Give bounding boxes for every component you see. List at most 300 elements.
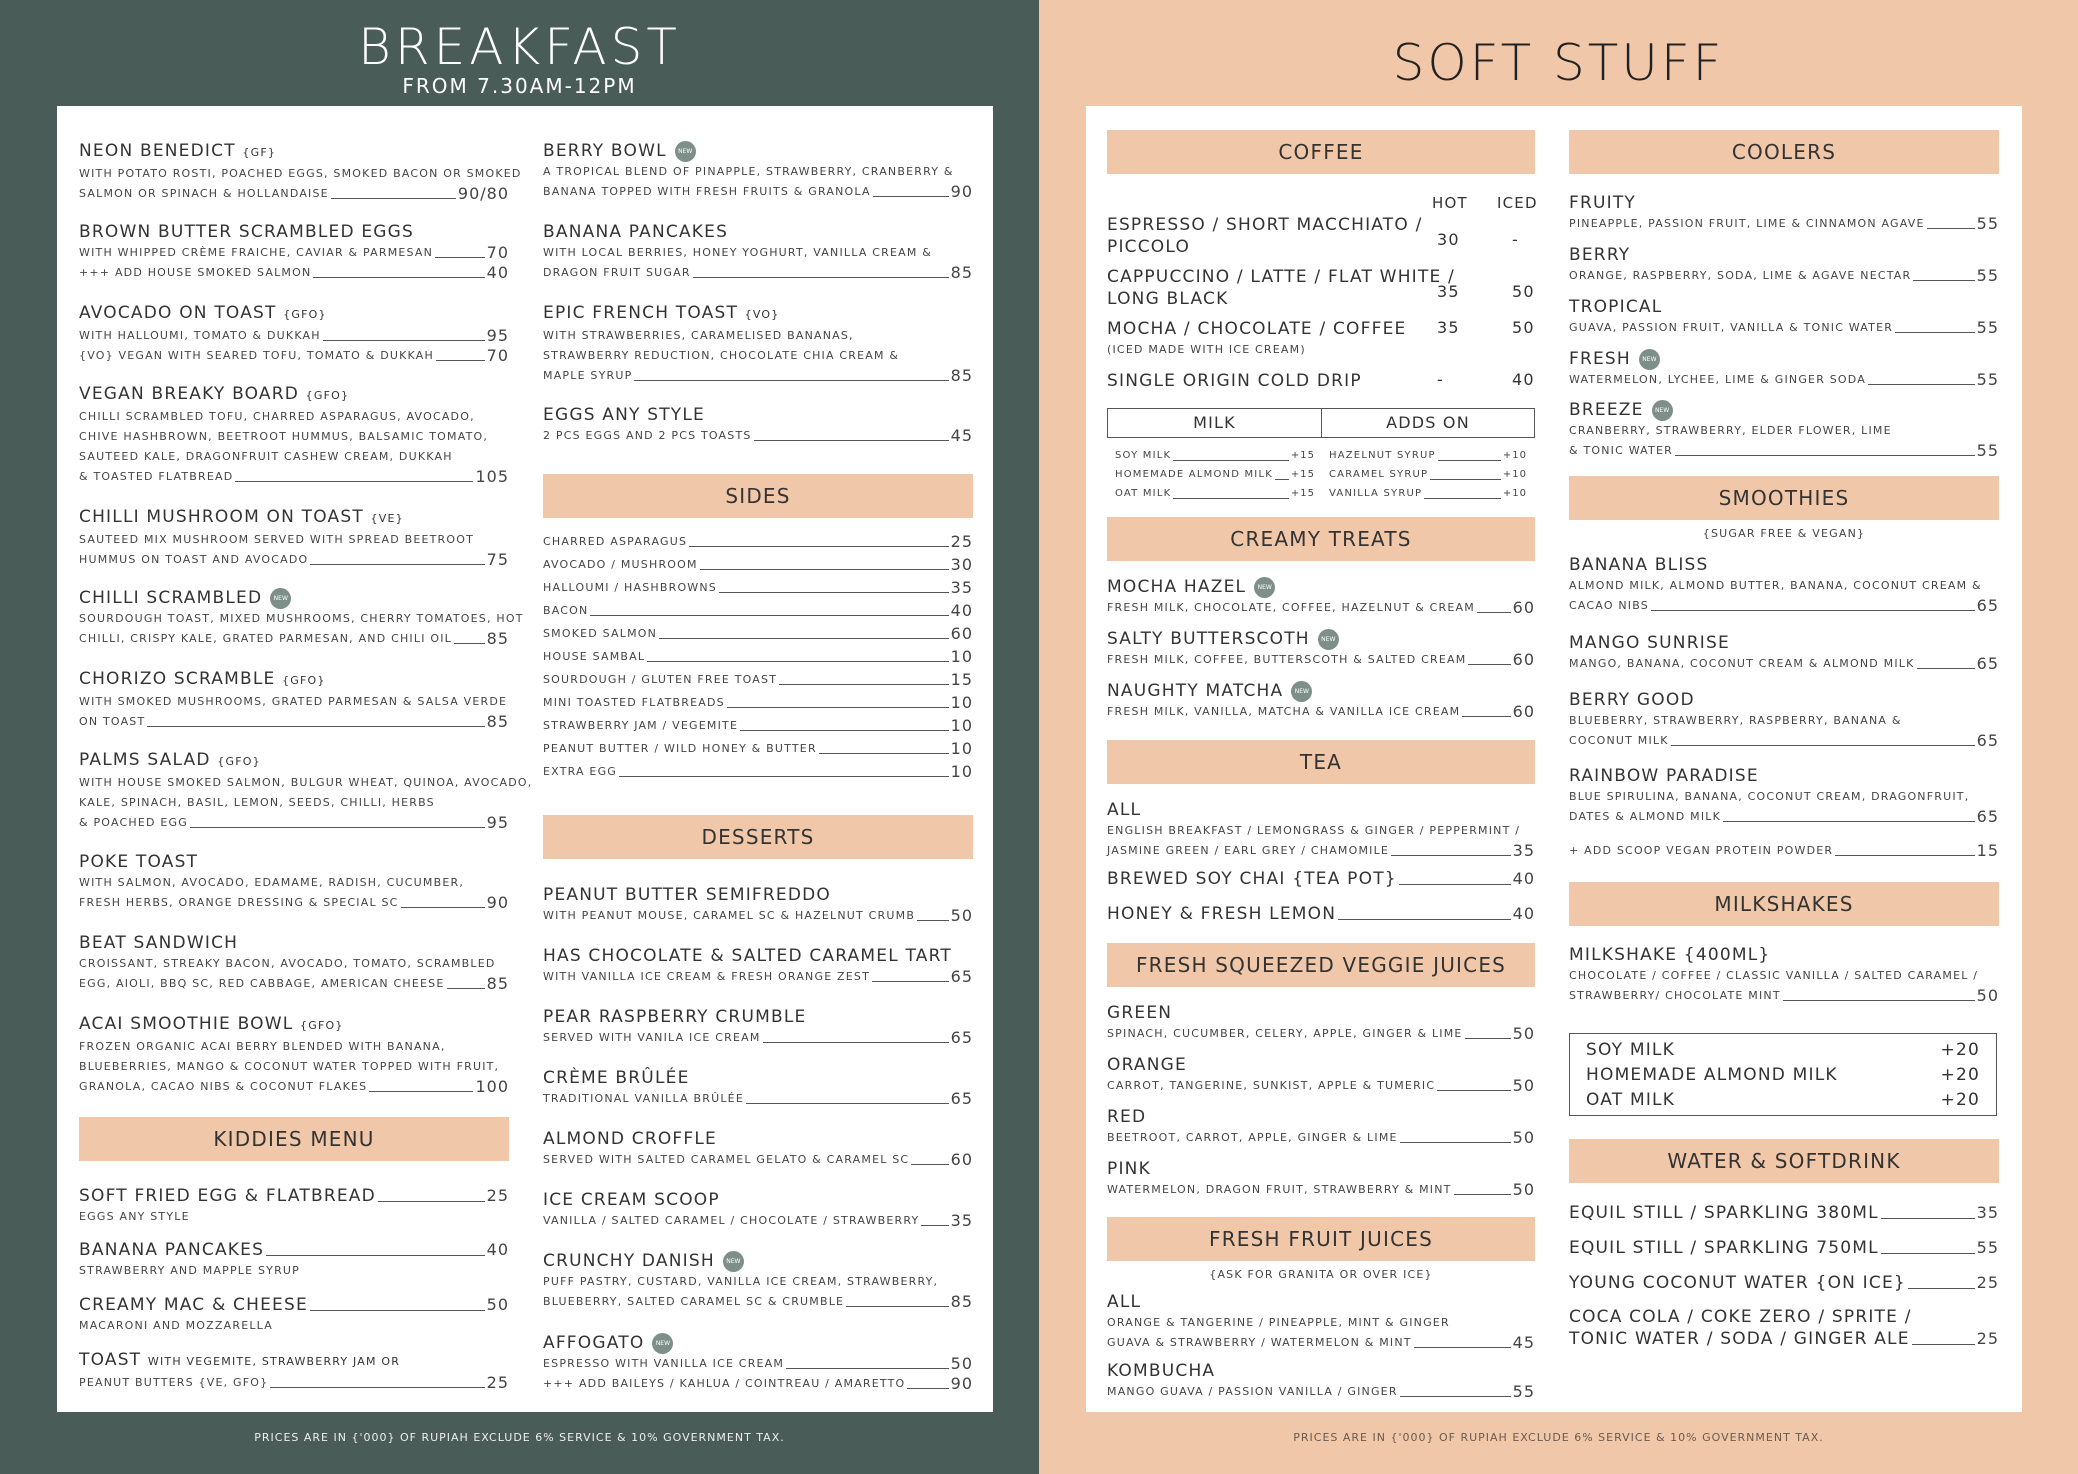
- price: 90: [950, 182, 973, 201]
- price: 85: [486, 974, 509, 993]
- price: 65: [950, 1028, 973, 1047]
- item-price-line: [79, 263, 509, 283]
- item-text: WITH PEANUT MOUSE, CARAMEL SC & HAZELNUT CRUMB: [543, 909, 916, 922]
- item-text: WITH WHIPPED CRÈME FRAICHE, CAVIAR & PARMESAN: [79, 246, 434, 259]
- new-badge-icon: NEW: [675, 141, 696, 162]
- price: 70: [486, 243, 509, 262]
- price: 35: [950, 1211, 973, 1230]
- price: 90: [486, 893, 509, 912]
- item-name: ORANGE: [1107, 1055, 1187, 1075]
- leader-line: [1868, 384, 1975, 385]
- item-title: PEANUT BUTTER SEMIFREDDO: [543, 885, 832, 905]
- item-name: ESPRESSO / SHORT MACCHIATO /: [1107, 215, 1423, 235]
- item-text: WATERMELON, LYCHEE, LIME & GINGER SODA: [1569, 373, 1866, 386]
- new-badge-icon: NEW: [1254, 577, 1275, 598]
- price: 85: [486, 629, 509, 648]
- new-badge-icon: NEW: [270, 588, 291, 609]
- milkshake-milk-box: [1569, 1033, 1997, 1116]
- price: 25: [486, 1186, 509, 1205]
- item-price-line: [543, 366, 973, 386]
- menu-item: [79, 1013, 509, 1097]
- item-text: FRESH MILK, CHOCOLATE, COFFEE, HAZELNUT & CREAM: [1107, 601, 1475, 614]
- item-price-line: [1107, 1076, 1535, 1096]
- item-description: SAUTEED MIX MUSHROOM SERVED WITH SPREAD BEETROOT: [79, 533, 475, 546]
- new-badge-icon: NEW: [723, 1251, 744, 1272]
- milk-price: +20: [1940, 1090, 1980, 1110]
- smoothie-item: [1569, 765, 1999, 827]
- tea-item: [1107, 903, 1535, 925]
- leader-line: [1913, 280, 1974, 281]
- item-name: [79, 587, 509, 609]
- iced-price: 50: [1512, 282, 1535, 301]
- soft-column-1: [1107, 106, 1538, 1412]
- breakfast-hours: FROM 7.30AM-12PM: [402, 74, 637, 98]
- item-price-line: [1569, 731, 1999, 751]
- item-name: BERRY GOOD: [1569, 690, 1695, 710]
- juice-item: [1107, 1002, 1535, 1044]
- leader-line: [1783, 1000, 1975, 1001]
- sides-header: SIDES: [543, 474, 973, 518]
- item-name: [543, 1006, 973, 1028]
- item-description: [79, 243, 509, 263]
- price: 65: [1976, 654, 1999, 673]
- cooler-item: [1569, 399, 1999, 461]
- breakfast-title: BREAKFAST: [358, 18, 681, 76]
- menu-item: [543, 140, 973, 202]
- item-name: ALL: [1107, 800, 1142, 820]
- leader-line: [323, 340, 485, 341]
- item-name: [79, 302, 509, 326]
- dessert-item: [543, 1128, 973, 1170]
- item-text: STRAWBERRY/ CHOCOLATE MINT: [1569, 989, 1781, 1002]
- item-name: [79, 506, 509, 530]
- item-title: PALMS SALAD: [79, 750, 211, 770]
- water-item: [1569, 1237, 1999, 1259]
- menu-item: [543, 302, 973, 386]
- item-price-line: [543, 1028, 973, 1048]
- leader-line: [147, 726, 484, 727]
- dessert-item: [543, 1067, 973, 1109]
- price: 35: [1512, 841, 1535, 860]
- item-description: BLUE SPIRULINA, BANANA, COCONUT CREAM, DRAGONFRUIT,: [1569, 790, 1970, 803]
- price: 65: [950, 967, 973, 986]
- price: 105: [475, 467, 509, 486]
- item-text: {VO} VEGAN WITH SEARED TOFU, TOMATO & DUKKAH: [79, 349, 434, 362]
- item-name: COCA COLA / COKE ZERO / SPRITE /: [1569, 1307, 1912, 1327]
- item-name: [543, 404, 973, 426]
- soft-column-2: [1569, 106, 1999, 1412]
- leader-line: [190, 827, 485, 828]
- item-price-line: [543, 426, 973, 446]
- menu-item: [543, 404, 973, 446]
- item-title: PEAR RASPBERRY CRUMBLE: [543, 1007, 807, 1027]
- soft-stuff-card: [1086, 106, 2022, 1412]
- leader-line: [754, 440, 949, 441]
- item-text: VANILLA SYRUP: [1329, 488, 1423, 499]
- diet-tag: {GFO}: [283, 308, 327, 321]
- kids-item: [79, 1239, 509, 1281]
- leader-line: [1391, 855, 1511, 856]
- price: 25: [1976, 1329, 1999, 1348]
- leader-line: [1835, 855, 1974, 856]
- coffee-header: COFFEE: [1107, 130, 1535, 174]
- cooler-item: [1569, 244, 1999, 286]
- item-text: PEANUT BUTTER / WILD HONEY & BUTTER: [543, 742, 817, 755]
- item-description: ALMOND MILK, ALMOND BUTTER, BANANA, COCONUT CREAM &: [1569, 579, 1982, 592]
- leader-line: [763, 1042, 949, 1043]
- diet-tag: {GFO}: [217, 755, 261, 768]
- new-badge-icon: NEW: [1318, 629, 1339, 650]
- item-text: MAPLE SYRUP: [543, 369, 633, 382]
- leader-line: [447, 988, 485, 989]
- leader-line: [310, 564, 484, 565]
- price: 60: [1512, 598, 1535, 617]
- leader-line: [1881, 1218, 1975, 1219]
- milk-header: MILK: [1108, 409, 1322, 437]
- leader-line: [435, 257, 485, 258]
- creamy-item: [1107, 576, 1535, 618]
- item-title: CRÈME BRÛLÉE: [543, 1068, 690, 1088]
- price: 85: [486, 712, 509, 731]
- adds-on-header: ADDS ON: [1386, 413, 1470, 432]
- item-price-line: [543, 182, 973, 202]
- leader-line: [700, 569, 949, 570]
- diet-tag: {GFO}: [300, 1019, 344, 1032]
- item-text: & TONIC WATER: [1569, 444, 1673, 457]
- smoothie-item: [1569, 554, 1999, 616]
- item-title: MOCHA HAZEL: [1107, 577, 1247, 597]
- milkshakes-header: MILKSHAKES: [1569, 882, 1999, 926]
- item-title: BERRY: [1569, 245, 1631, 265]
- item-price-line: [543, 1150, 973, 1170]
- item-price-line: [1107, 1333, 1535, 1353]
- price: 25: [486, 1373, 509, 1392]
- leader-line: [846, 1306, 948, 1307]
- item-title: EGGS ANY STYLE: [543, 405, 705, 425]
- item-text: SOURDOUGH / GLUTEN FREE TOAST: [543, 673, 778, 686]
- item-description: SOURDOUGH TOAST, MIXED MUSHROOMS, CHERRY TOMATOES, HOT: [79, 612, 524, 625]
- leader-line: [1465, 1038, 1511, 1039]
- item-name: [1569, 399, 1999, 421]
- price: 50: [486, 1295, 509, 1314]
- leader-line: [1881, 1253, 1975, 1254]
- new-badge-icon: NEW: [652, 1333, 673, 1354]
- item-text: GUAVA & STRAWBERRY / WATERMELON & MINT: [1107, 1336, 1412, 1349]
- item-price-line: [1569, 214, 1999, 234]
- item-name: [1107, 628, 1535, 650]
- item-text: 2 PCS EGGS AND 2 PCS TOASTS: [543, 429, 752, 442]
- leader-line: [746, 1103, 949, 1104]
- side-item: [543, 624, 973, 644]
- leader-line: [1338, 919, 1510, 920]
- leader-line: [1468, 664, 1510, 665]
- item-description: [79, 326, 509, 346]
- item-price-line: [79, 1373, 509, 1393]
- item-price-line: [1569, 654, 1999, 674]
- price: +15: [1290, 450, 1315, 461]
- item-price-line: [1107, 841, 1535, 861]
- veggie-juices-header: FRESH SQUEEZED VEGGIE JUICES: [1107, 943, 1535, 987]
- coolers-header: COOLERS: [1569, 130, 1999, 174]
- item-text: SOFT FRIED EGG & FLATBREAD: [79, 1186, 376, 1206]
- diet-tag: {VE}: [370, 512, 404, 525]
- item-title: NEON BENEDICT: [79, 141, 236, 161]
- price: 55: [1512, 1382, 1535, 1401]
- leader-line: [727, 707, 949, 708]
- item-name: ALL: [1107, 1292, 1142, 1312]
- price: +15: [1290, 488, 1315, 499]
- item-name: [543, 1067, 973, 1089]
- item-name: [79, 1349, 509, 1373]
- price: 55: [1976, 318, 1999, 337]
- item-name: [79, 383, 509, 407]
- smoothies-note: {SUGAR FREE & VEGAN}: [1702, 527, 1866, 540]
- item-price-line: [543, 1292, 973, 1312]
- item-text: BANANA TOPPED WITH FRESH FRUITS & GRANOLA: [543, 185, 871, 198]
- item-description: WITH POTATO ROSTI, POACHED EGGS, SMOKED BACON OR SMOKED: [79, 167, 522, 180]
- leader-line: [1671, 745, 1975, 746]
- new-badge-icon: NEW: [1639, 349, 1660, 370]
- hot-price: 35: [1437, 282, 1460, 301]
- leader-line: [1917, 668, 1975, 669]
- side-item: [543, 762, 973, 782]
- price: 10: [950, 762, 973, 781]
- price: 95: [486, 326, 509, 345]
- item-text: BEETROOT, CARROT, APPLE, GINGER & LIME: [1107, 1131, 1398, 1144]
- item-text: SMOKED SALMON: [543, 627, 658, 640]
- leader-line: [1275, 479, 1289, 480]
- item-text: HAZELNUT SYRUP: [1329, 450, 1436, 461]
- leader-line: [1430, 479, 1501, 480]
- milk-option: [1115, 484, 1315, 504]
- price: 100: [475, 1077, 509, 1096]
- dessert-item: [543, 884, 973, 926]
- item-price-line: [543, 1089, 973, 1109]
- price: 10: [950, 739, 973, 758]
- item-title: ICE CREAM SCOOP: [543, 1190, 720, 1210]
- item-text: GUAVA, PASSION FRUIT, VANILLA & TONIC WATER: [1569, 321, 1894, 334]
- item-text: BACON: [543, 604, 589, 617]
- item-price-line: [79, 550, 509, 570]
- item-name: MOCHA / CHOCOLATE / COFFEE: [1107, 319, 1407, 339]
- soft-stuff-panel: [1039, 0, 2078, 1474]
- side-item: [543, 555, 973, 575]
- juice-item: [1107, 1360, 1535, 1402]
- item-text: BREWED SOY CHAI {TEA POT}: [1107, 869, 1397, 889]
- menu-item: [79, 587, 524, 649]
- addon-option: [1329, 465, 1527, 485]
- fruit-juices-header: FRESH FRUIT JUICES: [1107, 1217, 1535, 1261]
- side-item: [543, 716, 973, 736]
- dessert-item: [543, 1006, 973, 1048]
- item-name: RAINBOW PARADISE: [1569, 766, 1759, 786]
- price: 45: [1512, 1333, 1535, 1352]
- item-title: FRESH: [1569, 349, 1631, 369]
- hot-price: 35: [1437, 318, 1460, 337]
- leader-line: [1651, 610, 1975, 611]
- leader-line: [1424, 498, 1501, 499]
- item-text: TRADITIONAL VANILLA BRÛLÉE: [543, 1092, 744, 1105]
- menu-item: [79, 140, 522, 204]
- item-title: ALMOND CROFFLE: [543, 1129, 717, 1149]
- leader-line: [590, 615, 948, 616]
- item-note: WITH VEGEMITE, STRAWBERRY JAM OR: [147, 1355, 401, 1368]
- item-title: CHILLI SCRAMBLED: [79, 588, 263, 608]
- milk-option: [1586, 1038, 1980, 1063]
- item-price-line: [1569, 370, 1999, 390]
- juice-item: [1107, 1291, 1535, 1353]
- item-price-line: [1107, 598, 1535, 618]
- price: 65: [1976, 731, 1999, 750]
- item-text: MANGO, BANANA, COCONUT CREAM & ALMOND MILK: [1569, 657, 1915, 670]
- item-description: WITH STRAWBERRIES, CARAMELISED BANANAS,: [543, 329, 854, 342]
- kiddies-menu-header: KIDDIES MENU: [79, 1117, 509, 1161]
- price: 10: [950, 693, 973, 712]
- price: 35: [950, 578, 973, 597]
- dessert-item: [543, 1189, 973, 1231]
- juice-item: [1107, 1106, 1535, 1148]
- item-name: MANGO SUNRISE: [1569, 633, 1730, 653]
- leader-line: [369, 1091, 473, 1092]
- item-text: CARAMEL SYRUP: [1329, 469, 1429, 480]
- tea-item: [1107, 868, 1535, 890]
- item-name: [79, 1013, 509, 1037]
- leader-line: [693, 277, 949, 278]
- item-name: [79, 851, 509, 873]
- leader-line: [1399, 884, 1511, 885]
- leader-line: [270, 1387, 484, 1388]
- leader-line: [313, 277, 484, 278]
- item-text: OAT MILK: [1115, 488, 1172, 499]
- hot-price: 30: [1437, 230, 1460, 249]
- price: 10: [950, 716, 973, 735]
- item-text: SPINACH, CUCUMBER, CELERY, APPLE, GINGER & LIME: [1107, 1027, 1463, 1040]
- item-text: HOMEMADE ALMOND MILK: [1115, 469, 1273, 480]
- side-item: [543, 647, 973, 667]
- leader-line: [1173, 498, 1289, 499]
- side-item: [543, 578, 973, 598]
- coffee-item: [1107, 214, 1535, 258]
- leader-line: [1723, 821, 1975, 822]
- price: 50: [1512, 1128, 1535, 1147]
- water-item: [1569, 1272, 1999, 1294]
- price: 55: [1976, 1238, 1999, 1257]
- item-name: KOMBUCHA: [1107, 1361, 1216, 1381]
- item-price-line: [543, 1354, 973, 1374]
- item-price-line: [79, 629, 509, 649]
- kids-item: [79, 1294, 509, 1336]
- leader-line: [1912, 1344, 1975, 1345]
- item-text: COCONUT MILK: [1569, 734, 1669, 747]
- leader-line: [786, 1368, 949, 1369]
- item-name: [79, 668, 509, 692]
- diet-tag: {GFO}: [305, 389, 350, 402]
- item-description: WITH SALMON, AVOCADO, EDAMAME, RADISH, CUCUMBER,: [79, 876, 465, 889]
- item-price-line: [79, 1185, 509, 1207]
- creamy-item: [1107, 680, 1535, 722]
- side-item: [543, 601, 973, 621]
- price: 60: [950, 1150, 973, 1169]
- item-text: HONEY & FRESH LEMON: [1107, 904, 1337, 924]
- water-softdrink-header: WATER & SOFTDRINK: [1569, 1139, 1999, 1183]
- item-price-line: [79, 813, 509, 833]
- item-title: ACAI SMOOTHIE BOWL: [79, 1014, 294, 1034]
- item-title: EPIC FRENCH TOAST: [543, 303, 739, 323]
- item-text: FRESH MILK, COFFEE, BUTTERSCOTH & SALTED CREAM: [1107, 653, 1467, 666]
- iced-price: 40: [1512, 370, 1535, 389]
- dessert-item: [543, 945, 973, 987]
- item-price-line: [543, 263, 973, 283]
- item-title: BERRY BOWL: [543, 141, 667, 161]
- menu-item: [79, 506, 509, 570]
- item-text: FRESH MILK, VANILLA, MATCHA & VANILLA ICE CREAM: [1107, 705, 1461, 718]
- leader-line: [819, 753, 949, 754]
- kids-item: [79, 1185, 509, 1227]
- item-text: EQUIL STILL / SPARKLING 750ML: [1569, 1238, 1879, 1258]
- item-text: PINEAPPLE, PASSION FRUIT, LIME & CINNAMON AGAVE: [1569, 217, 1925, 230]
- leader-line: [1414, 1347, 1511, 1348]
- leader-line: [401, 907, 485, 908]
- price: 50: [950, 906, 973, 925]
- item-text: TONIC WATER / SODA / GINGER ALE: [1569, 1329, 1910, 1349]
- item-text: MANGO GUAVA / PASSION VANILLA / GINGER: [1107, 1385, 1398, 1398]
- price: 50: [1512, 1024, 1535, 1043]
- leader-line: [921, 1225, 948, 1226]
- item-text: FRESH HERBS, ORANGE DRESSING & SPECIAL SC: [79, 896, 399, 909]
- leader-line: [659, 638, 949, 639]
- cooler-item: [1569, 192, 1999, 234]
- item-name: [79, 140, 509, 164]
- price: +15: [1290, 469, 1315, 480]
- item-name: [1569, 244, 1999, 266]
- item-text: ESPRESSO WITH VANILLA ICE CREAM: [543, 1357, 785, 1370]
- price: 85: [950, 366, 973, 385]
- milk-option: [1115, 446, 1315, 466]
- item-name: GREEN: [1107, 1003, 1173, 1023]
- leader-line: [378, 1201, 485, 1202]
- menu-item: [79, 932, 509, 994]
- price: 30: [950, 555, 973, 574]
- leader-line: [436, 360, 485, 361]
- item-description: ORANGE & TANGERINE / PINEAPPLE, MINT & GINGER: [1107, 1316, 1450, 1329]
- item-description: ENGLISH BREAKFAST / LEMONGRASS & GINGER / PEPPERMINT /: [1107, 824, 1521, 837]
- price: 55: [1976, 214, 1999, 233]
- leader-line: [1400, 1396, 1511, 1397]
- coffee-item: [1107, 318, 1535, 360]
- milk-option: [1586, 1088, 1980, 1113]
- leader-line: [331, 198, 456, 199]
- menu-item: [79, 302, 509, 366]
- iced-price: -: [1512, 230, 1519, 249]
- price: 40: [486, 263, 509, 282]
- item-title: CHILLI MUSHROOM ON TOAST: [79, 507, 364, 527]
- leader-line: [907, 1388, 948, 1389]
- softdrink-item: [1569, 1306, 1999, 1350]
- leader-line: [1400, 1142, 1511, 1143]
- item-title: BEAT SANDWICH: [79, 933, 239, 953]
- item-description: PUFF PASTRY, CUSTARD, VANILLA ICE CREAM, STRAWBERRY,: [543, 1275, 939, 1288]
- item-name: BANANA BLISS: [1569, 555, 1709, 575]
- price: 60: [1512, 702, 1535, 721]
- milkshake-item: [1569, 944, 1999, 1006]
- item-price-line: [79, 1239, 509, 1261]
- juice-item: [1107, 1158, 1535, 1200]
- menu-item: [79, 851, 509, 913]
- leader-line: [779, 684, 949, 685]
- price: 40: [1512, 869, 1535, 888]
- item-name: [543, 1332, 973, 1354]
- menu-item: [79, 221, 509, 283]
